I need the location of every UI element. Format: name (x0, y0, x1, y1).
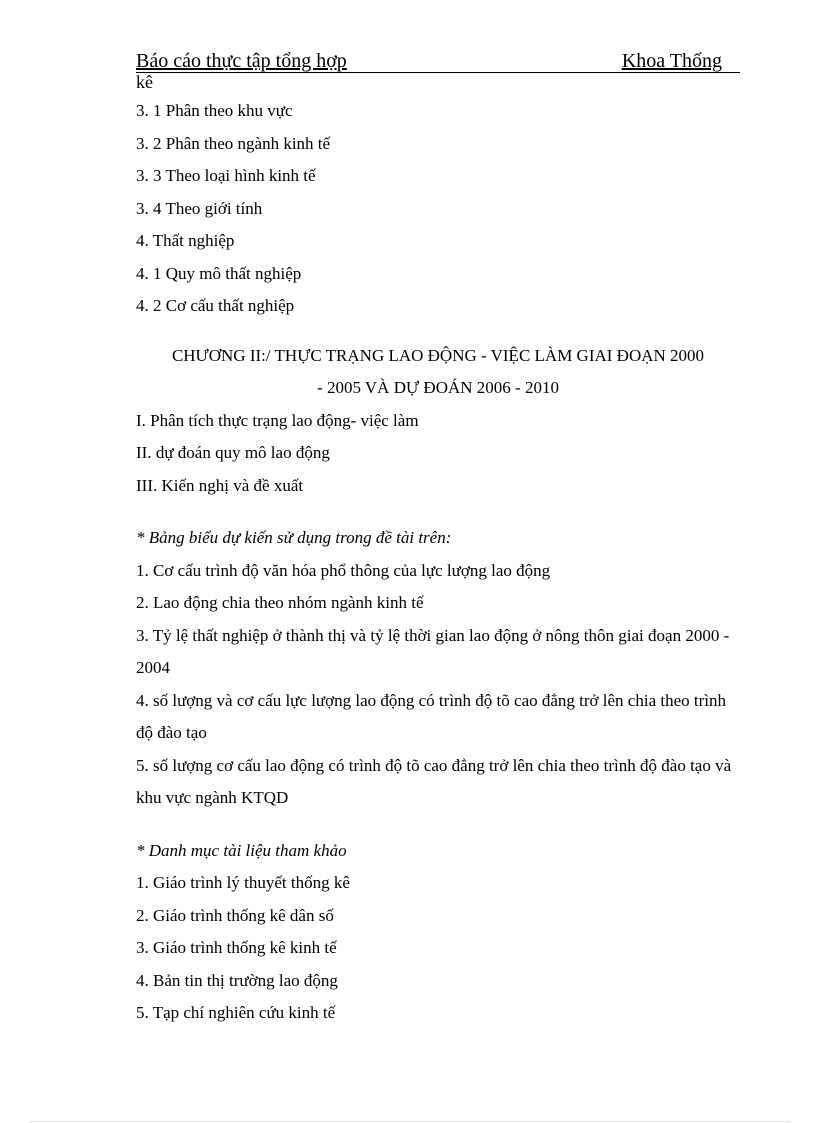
table-item: 1. Cơ cấu trình độ văn hóa phổ thông của lực lượng lao động (136, 560, 551, 580)
outline-item: 4. 2 Cơ cấu thất nghiệp (136, 296, 295, 315)
table-item: 5. số lượng cơ cấu lao động có trình độ tõ cao đẳng trở lên chia theo trình độ đào tạo và khu vực ngành KTQD (136, 755, 732, 807)
reference-item: 1. Giáo trình lý thuyết thống kê (136, 873, 350, 892)
tables-heading: * Bảng biểu dự kiến sử dụng trong đề tài trên: (136, 528, 452, 547)
header-wrap-text: kê (136, 72, 153, 92)
chapter-item: II. dự đoán quy mô lao động (136, 443, 330, 462)
outline-item: 3. 4 Theo giới tính (136, 198, 263, 218)
header-line (136, 50, 740, 73)
header-left-text: Báo cáo thực tập tổng hợp (136, 50, 347, 72)
chapter-item: III. Kiến nghị và đề xuất (136, 475, 304, 495)
spacer (136, 815, 740, 835)
table-item: 2. Lao động chia theo nhóm ngành kinh tế (136, 593, 424, 612)
table-item: 4. số lượng và cơ cấu lực lượng lao động có trình độ tõ cao đẳng trở lên chia theo trình độ đào tạo (136, 690, 726, 742)
header-right-text: Khoa Thống (621, 50, 722, 72)
reference-item: 3. Giáo trình thống kê kinh tế (136, 938, 337, 957)
outline-item: 4. Thất nghiệp (136, 231, 235, 250)
reference-item: 4. Bản tin thị trường lao động (136, 970, 338, 990)
page-header (136, 50, 740, 91)
document-body (136, 95, 740, 1030)
reference-item: 5. Tạp chí nghiên cứu kinh tế (136, 1003, 336, 1022)
chapter-heading-line2: - 2005 VÀ DỰ ĐOÁN 2006 - 2010 (317, 378, 559, 397)
references-heading: * Danh mục tài liệu tham khảo (136, 840, 347, 860)
page-bottom-rule (30, 1121, 790, 1122)
spacer (136, 502, 740, 522)
spacer (136, 323, 740, 340)
chapter-heading-line1: CHƯƠNG II:/ THỰC TRẠNG LAO ĐỘNG - VIỆC LÀM GIAI ĐOẠN 2000 (171, 345, 705, 365)
outline-item: 4. 1 Quy mô thất nghiệp (136, 263, 302, 283)
outline-item: 3. 2 Phân theo ngành kinh tế (136, 133, 331, 153)
reference-item: 2. Giáo trình thống kê dân số (136, 905, 334, 925)
table-item: 3. Tỷ lệ thất nghiệp ở thành thị và tỷ lệ thời gian lao động ở nông thôn giai đoạn 2000 - 2004 (136, 625, 730, 677)
chapter-item: I. Phân tích thực trạng lao động- việc làm (136, 410, 419, 430)
outline-item: 3. 3 Theo loại hình kinh tế (136, 166, 316, 185)
outline-item: 3. 1 Phân theo khu vực (136, 101, 293, 120)
